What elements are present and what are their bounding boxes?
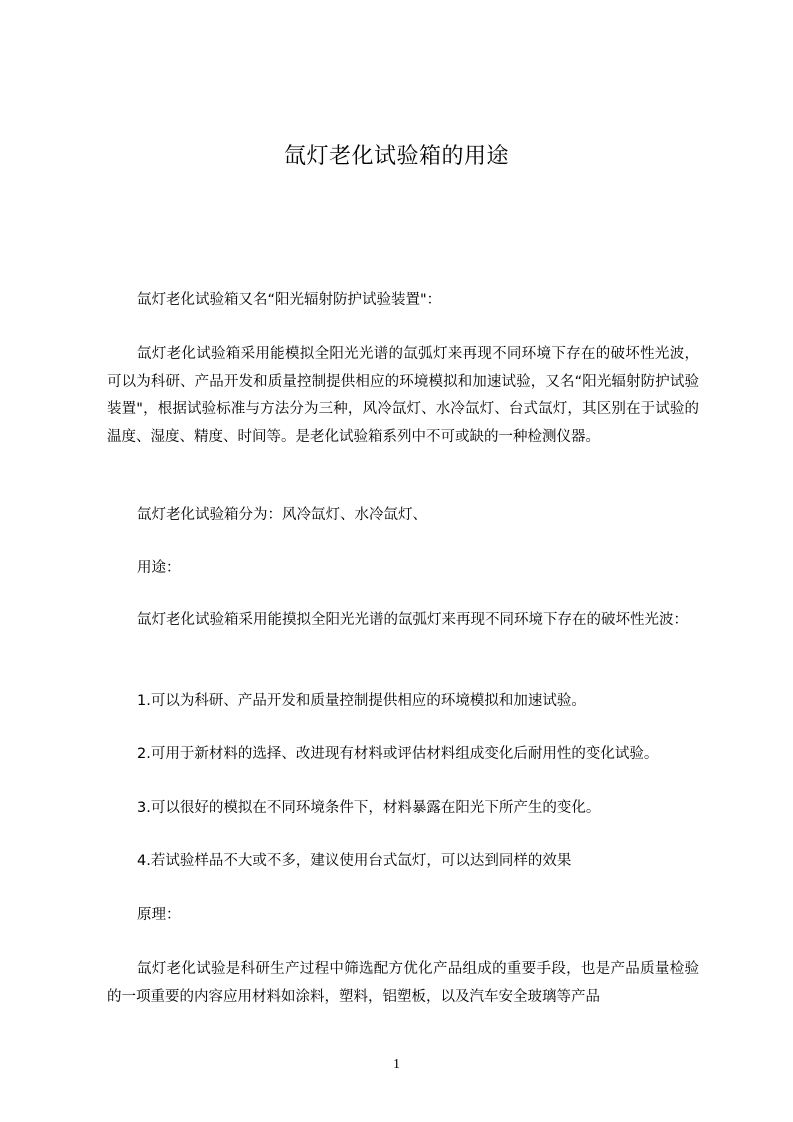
list-item-3: 3.可以很好的模拟在不同环境条件下，材料暴露在阳光下所产生的变化。 (137, 800, 601, 816)
paragraph-principle-heading: 原理： (137, 907, 181, 923)
paragraph-principle: 氙灯老化试验是科研生产过程中筛选配方优化产品组成的重要手段，也是产品质量检验的一项重要的内容应用材料如涂料，塑料，铝塑板，以及汽车安全玻璃等产品 (107, 961, 699, 1005)
list-item-1: 1.可以为科研、产品开发和质量控制提供相应的环境模拟和加速试验。 (137, 693, 586, 709)
paragraph-types: 氙灯老化试验箱分为：风冷氙灯、水冷氙灯、 (137, 507, 427, 523)
paragraph-description: 氙灯老化试验箱采用能模拟全阳光光谱的氙弧灯来再现不同环境下存在的破坏性光波，可以为科研、产品开发和质量控制提供相应的环境模拟和加速试验，又名“阳光辐射防护试验装置"，根据试验标准与方法分为三种，风冷氙灯、水冷氙灯、台式氙灯，其区别在于试验的温度、湿度、精度、时间等。是老化试验箱系列中不可或缺的一种检测仪器。 (107, 346, 699, 445)
paragraph-usage-intro: 氙灯老化试验箱采用能摸拟全阳光光谱的氙弧灯来再现不同环境下存在的破坏性光波： (137, 612, 688, 628)
document-title: 氙灯老化试验箱的用途 (283, 144, 509, 169)
list-item-2: 2.可用于新材料的选择、改进现有材料或评估材料组成变化后耐用性的变化试验。 (137, 746, 659, 762)
paragraph-usage-heading: 用途： (137, 560, 181, 576)
paragraph-alias: 氙灯老化试验箱又名“阳光辐射防护试验装置"： (137, 292, 442, 308)
page-number: 1 (393, 1057, 400, 1072)
list-item-4: 4.若试验样品不大或不多，建议使用台式氙灯，可以达到同样的效果 (137, 853, 572, 869)
